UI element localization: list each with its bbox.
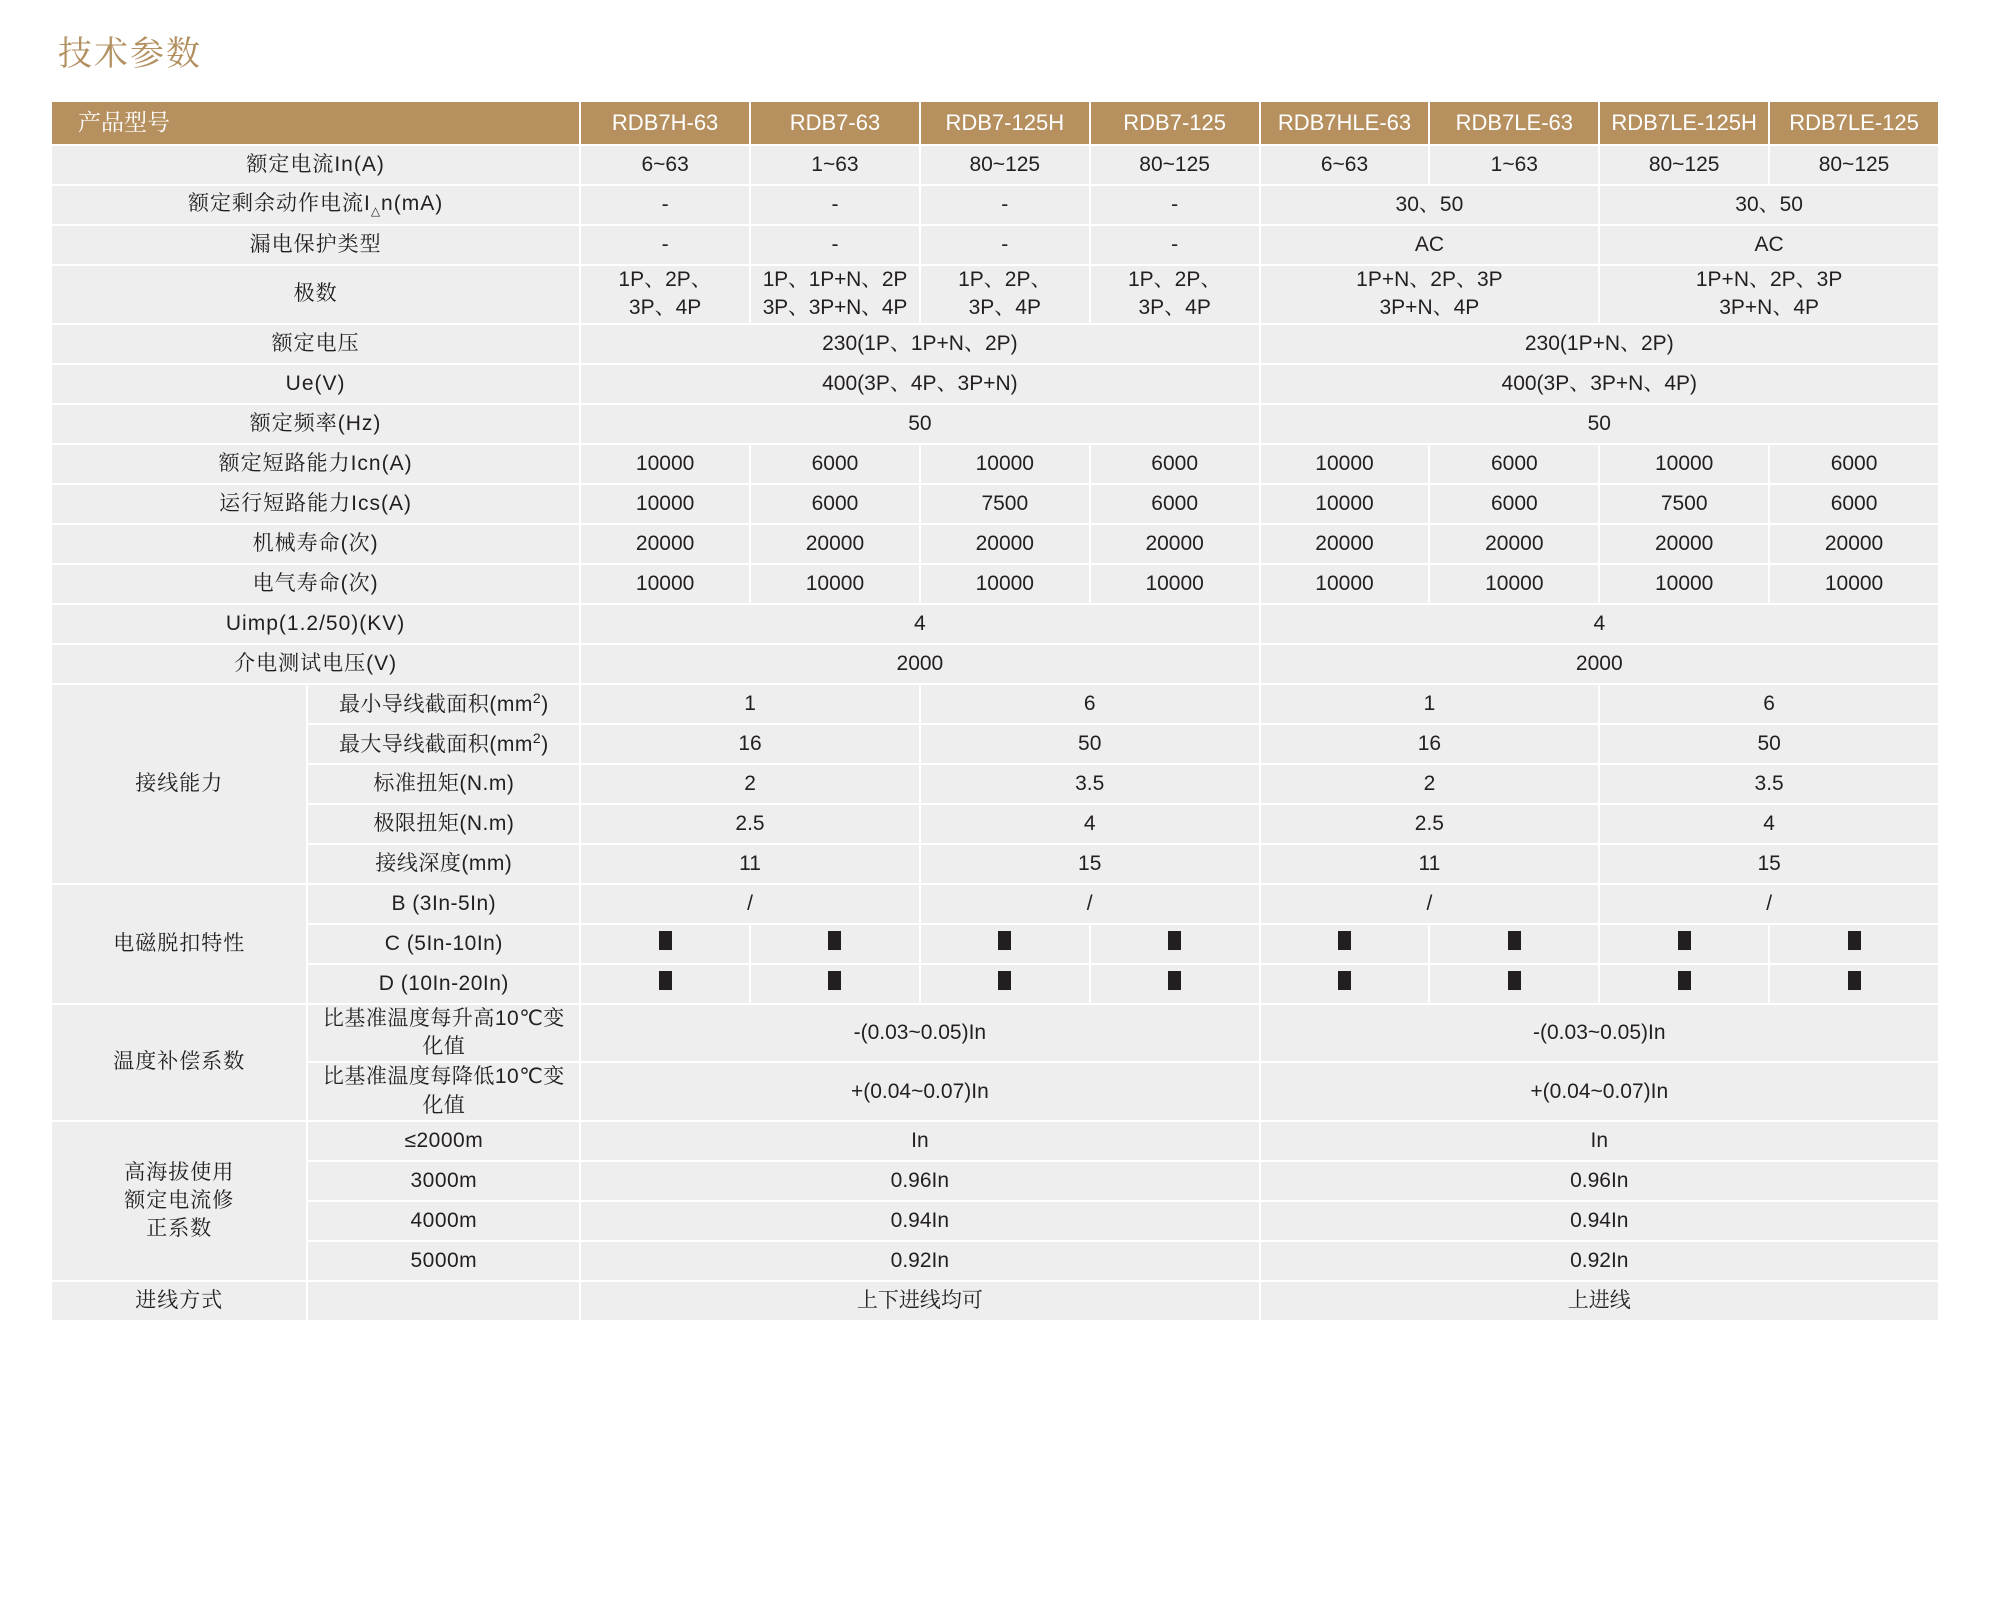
header-model-0: RDB7H-63 bbox=[581, 102, 749, 144]
table-row-elec-life bbox=[52, 565, 1938, 603]
cell-elec-life-2: 10000 bbox=[921, 565, 1089, 603]
cell-elec-life-6: 10000 bbox=[1600, 565, 1768, 603]
table-header-row bbox=[52, 102, 1938, 144]
cell-dielectric-1: 2000 bbox=[1261, 645, 1938, 683]
sub-label-altitude-2: 4000m bbox=[308, 1202, 579, 1240]
sub-label-temp-comp-0: 比基准温度每升高10℃变化值 bbox=[308, 1005, 579, 1062]
cell-wiring-0-0: 1 bbox=[581, 685, 919, 723]
cell-residual-current-3: - bbox=[1091, 186, 1259, 224]
cell-trip-d-4 bbox=[1261, 965, 1429, 1003]
cell-residual-current-0: - bbox=[581, 186, 749, 224]
row-label-residual-current bbox=[52, 186, 579, 224]
header-product-model: 产品型号 bbox=[52, 102, 579, 144]
cell-ics-7: 6000 bbox=[1770, 485, 1938, 523]
cell-elec-life-5: 10000 bbox=[1430, 565, 1598, 603]
row-label-rated-current: 额定电流In(A) bbox=[52, 146, 579, 184]
filled-square-icon bbox=[1508, 971, 1521, 990]
cell-ics-1: 6000 bbox=[751, 485, 919, 523]
table-row-trip-c bbox=[52, 925, 1938, 963]
cell-trip-d-0 bbox=[581, 965, 749, 1003]
cell-mech-life-7: 20000 bbox=[1770, 525, 1938, 563]
cell-trip-b-1: / bbox=[921, 885, 1259, 923]
cell-wiring-4-1: 15 bbox=[921, 845, 1259, 883]
cell-altitude-0-1: In bbox=[1261, 1122, 1938, 1160]
sub-label-trip-c: C (5In-10In) bbox=[308, 925, 579, 963]
cell-trip-d-5 bbox=[1430, 965, 1598, 1003]
table-row-incoming bbox=[52, 1282, 1938, 1320]
group-label-temp-comp: 温度补偿系数 bbox=[52, 1005, 306, 1120]
group-label-trip-curve: 电磁脱扣特性 bbox=[52, 885, 306, 1003]
cell-leakage-type-3: - bbox=[1091, 226, 1259, 264]
filled-square-icon bbox=[998, 971, 1011, 990]
table-row-rated-frequency bbox=[52, 405, 1938, 443]
table-row-altitude-1 bbox=[52, 1162, 1938, 1200]
cell-altitude-2-0: 0.94In bbox=[581, 1202, 1258, 1240]
cell-icn-6: 10000 bbox=[1600, 445, 1768, 483]
cell-rated-current-3: 80~125 bbox=[1091, 146, 1259, 184]
cell-leakage-type-5: AC bbox=[1600, 226, 1938, 264]
cell-wiring-2-3: 3.5 bbox=[1600, 765, 1938, 803]
sub-label-wiring-3: 极限扭矩(N.m) bbox=[308, 805, 579, 843]
cell-poles-1: 1P、1P+N、2P 3P、3P+N、4P bbox=[751, 266, 919, 323]
row-label-incoming: 进线方式 bbox=[52, 1282, 306, 1320]
cell-trip-c-3 bbox=[1091, 925, 1259, 963]
table-row-wiring-3 bbox=[52, 805, 1938, 843]
cell-trip-c-6 bbox=[1600, 925, 1768, 963]
table-row-temp-comp-0 bbox=[52, 1005, 1938, 1062]
cell-altitude-3-1: 0.92In bbox=[1261, 1242, 1938, 1280]
table-row-altitude-2 bbox=[52, 1202, 1938, 1240]
cell-altitude-1-0: 0.96In bbox=[581, 1162, 1258, 1200]
table-row-wiring-4 bbox=[52, 845, 1938, 883]
row-label-elec-life: 电气寿命(次) bbox=[52, 565, 579, 603]
cell-mech-life-0: 20000 bbox=[581, 525, 749, 563]
table-row-ics bbox=[52, 485, 1938, 523]
cell-rated-current-2: 80~125 bbox=[921, 146, 1089, 184]
cell-rated-voltage-1-0: 230(1P、1P+N、2P) bbox=[581, 325, 1258, 363]
filled-square-icon bbox=[828, 971, 841, 990]
row-label-icn: 额定短路能力Icn(A) bbox=[52, 445, 579, 483]
table-row-rated-voltage-2 bbox=[52, 365, 1938, 403]
cell-wiring-1-2: 16 bbox=[1261, 725, 1599, 763]
technical-parameters-table bbox=[50, 100, 1940, 1322]
header-model-1: RDB7-63 bbox=[751, 102, 919, 144]
cell-wiring-3-1: 4 bbox=[921, 805, 1259, 843]
cell-ics-2: 7500 bbox=[921, 485, 1089, 523]
cell-ics-3: 6000 bbox=[1091, 485, 1259, 523]
cell-rated-voltage-2-1: 400(3P、3P+N、4P) bbox=[1261, 365, 1938, 403]
filled-square-icon bbox=[1168, 931, 1181, 950]
cell-rated-voltage-1-1: 230(1P+N、2P) bbox=[1261, 325, 1938, 363]
wiring-1-post: ) bbox=[541, 732, 549, 756]
table-row-poles bbox=[52, 266, 1938, 323]
cell-trip-d-3 bbox=[1091, 965, 1259, 1003]
filled-square-icon bbox=[659, 931, 672, 950]
cell-wiring-0-2: 1 bbox=[1261, 685, 1599, 723]
filled-square-icon bbox=[1678, 931, 1691, 950]
cell-elec-life-4: 10000 bbox=[1261, 565, 1429, 603]
filled-square-icon bbox=[1168, 971, 1181, 990]
cell-trip-b-3: / bbox=[1600, 885, 1938, 923]
cell-rated-current-0: 6~63 bbox=[581, 146, 749, 184]
cell-icn-4: 10000 bbox=[1261, 445, 1429, 483]
table-row-temp-comp-1 bbox=[52, 1063, 1938, 1120]
table-row-trip-b bbox=[52, 885, 1938, 923]
cell-temp-comp-1-1: +(0.04~0.07)In bbox=[1261, 1063, 1938, 1120]
cell-icn-7: 6000 bbox=[1770, 445, 1938, 483]
cell-temp-comp-1-0: +(0.04~0.07)In bbox=[581, 1063, 1258, 1120]
cell-elec-life-1: 10000 bbox=[751, 565, 919, 603]
cell-wiring-2-0: 2 bbox=[581, 765, 919, 803]
cell-rated-current-1: 1~63 bbox=[751, 146, 919, 184]
cell-residual-current-4: 30、50 bbox=[1261, 186, 1599, 224]
cell-incoming-0: 上下进线均可 bbox=[581, 1282, 1258, 1320]
cell-incoming-spacer bbox=[308, 1282, 579, 1320]
cell-mech-life-2: 20000 bbox=[921, 525, 1089, 563]
cell-trip-d-2 bbox=[921, 965, 1089, 1003]
cell-trip-b-0: / bbox=[581, 885, 919, 923]
cell-trip-b-2: / bbox=[1261, 885, 1599, 923]
header-model-5: RDB7LE-63 bbox=[1430, 102, 1598, 144]
cell-wiring-2-2: 2 bbox=[1261, 765, 1599, 803]
row-label-leakage-type: 漏电保护类型 bbox=[52, 226, 579, 264]
cell-trip-d-1 bbox=[751, 965, 919, 1003]
cell-icn-2: 10000 bbox=[921, 445, 1089, 483]
row-label-rated-voltage-line2: Ue(V) bbox=[52, 365, 579, 403]
table-row-rated-voltage-1 bbox=[52, 325, 1938, 363]
cell-elec-life-3: 10000 bbox=[1091, 565, 1259, 603]
row-label-rated-voltage-line1: 额定电压 bbox=[52, 325, 579, 363]
filled-square-icon bbox=[1848, 971, 1861, 990]
cell-incoming-1: 上进线 bbox=[1261, 1282, 1938, 1320]
cell-poles-4: 1P+N、2P、3P 3P+N、4P bbox=[1261, 266, 1599, 323]
residual-label-post: n(mA) bbox=[381, 192, 444, 216]
sub-label-temp-comp-1: 比基准温度每降低10℃变化值 bbox=[308, 1063, 579, 1120]
filled-square-icon bbox=[1338, 931, 1351, 950]
row-label-mech-life: 机械寿命(次) bbox=[52, 525, 579, 563]
cell-trip-c-5 bbox=[1430, 925, 1598, 963]
cell-ics-6: 7500 bbox=[1600, 485, 1768, 523]
cell-rated-frequency-1: 50 bbox=[1261, 405, 1938, 443]
table-row-residual-current bbox=[52, 186, 1938, 224]
filled-square-icon bbox=[1678, 971, 1691, 990]
cell-ics-5: 6000 bbox=[1430, 485, 1598, 523]
altitude-label-line-2: 正系数 bbox=[146, 1217, 213, 1241]
header-model-7: RDB7LE-125 bbox=[1770, 102, 1938, 144]
cell-altitude-1-1: 0.96In bbox=[1261, 1162, 1938, 1200]
header-model-6: RDB7LE-125H bbox=[1600, 102, 1768, 144]
wiring-1-sup: 2 bbox=[532, 729, 542, 746]
cell-dielectric-0: 2000 bbox=[581, 645, 1258, 683]
filled-square-icon bbox=[828, 931, 841, 950]
cell-rated-current-5: 1~63 bbox=[1430, 146, 1598, 184]
cell-wiring-3-0: 2.5 bbox=[581, 805, 919, 843]
cell-uimp-0: 4 bbox=[581, 605, 1258, 643]
cell-poles-2: 1P、2P、 3P、4P bbox=[921, 266, 1089, 323]
cell-mech-life-5: 20000 bbox=[1430, 525, 1598, 563]
table-row-altitude-0 bbox=[52, 1122, 1938, 1160]
cell-temp-comp-0-1: -(0.03~0.05)In bbox=[1261, 1005, 1938, 1062]
row-label-dielectric: 介电测试电压(V) bbox=[52, 645, 579, 683]
sub-label-wiring-2: 标准扭矩(N.m) bbox=[308, 765, 579, 803]
sub-label-trip-d: D (10In-20In) bbox=[308, 965, 579, 1003]
filled-square-icon bbox=[659, 971, 672, 990]
row-label-rated-frequency: 额定频率(Hz) bbox=[52, 405, 579, 443]
cell-temp-comp-0-0: -(0.03~0.05)In bbox=[581, 1005, 1258, 1062]
table-row-wiring-1 bbox=[52, 725, 1938, 763]
cell-rated-current-6: 80~125 bbox=[1600, 146, 1768, 184]
wiring-0-post: ) bbox=[541, 692, 549, 716]
cell-wiring-3-2: 2.5 bbox=[1261, 805, 1599, 843]
cell-wiring-1-3: 50 bbox=[1600, 725, 1938, 763]
cell-leakage-type-1: - bbox=[751, 226, 919, 264]
cell-poles-5: 1P+N、2P、3P 3P+N、4P bbox=[1600, 266, 1938, 323]
table-row-rated-current bbox=[52, 146, 1938, 184]
wiring-1-pre: 最大导线截面积(mm bbox=[338, 732, 533, 756]
cell-elec-life-7: 10000 bbox=[1770, 565, 1938, 603]
cell-mech-life-1: 20000 bbox=[751, 525, 919, 563]
table-row-icn bbox=[52, 445, 1938, 483]
table-row-mech-life bbox=[52, 525, 1938, 563]
sub-label-wiring-1 bbox=[308, 725, 579, 763]
header-model-2: RDB7-125H bbox=[921, 102, 1089, 144]
header-model-3: RDB7-125 bbox=[1091, 102, 1259, 144]
wiring-0-pre: 最小导线截面积(mm bbox=[338, 692, 533, 716]
group-label-wiring: 接线能力 bbox=[52, 685, 306, 883]
row-label-poles: 极数 bbox=[52, 266, 579, 323]
cell-altitude-0-0: In bbox=[581, 1122, 1258, 1160]
header-model-4: RDB7HLE-63 bbox=[1261, 102, 1429, 144]
sub-label-altitude-0: ≤2000m bbox=[308, 1122, 579, 1160]
row-label-uimp: Uimp(1.2/50)(KV) bbox=[52, 605, 579, 643]
cell-trip-d-7 bbox=[1770, 965, 1938, 1003]
cell-uimp-1: 4 bbox=[1261, 605, 1938, 643]
cell-ics-4: 10000 bbox=[1261, 485, 1429, 523]
cell-rated-voltage-2-0: 400(3P、4P、3P+N) bbox=[581, 365, 1258, 403]
cell-icn-1: 6000 bbox=[751, 445, 919, 483]
cell-poles-0: 1P、2P、 3P、4P bbox=[581, 266, 749, 323]
cell-wiring-4-3: 15 bbox=[1600, 845, 1938, 883]
filled-square-icon bbox=[1508, 931, 1521, 950]
cell-wiring-4-2: 11 bbox=[1261, 845, 1599, 883]
table-row-wiring-2 bbox=[52, 765, 1938, 803]
cell-ics-0: 10000 bbox=[581, 485, 749, 523]
cell-leakage-type-4: AC bbox=[1261, 226, 1599, 264]
cell-mech-life-4: 20000 bbox=[1261, 525, 1429, 563]
filled-square-icon bbox=[998, 931, 1011, 950]
cell-leakage-type-0: - bbox=[581, 226, 749, 264]
cell-trip-c-4 bbox=[1261, 925, 1429, 963]
filled-square-icon bbox=[1848, 931, 1861, 950]
cell-elec-life-0: 10000 bbox=[581, 565, 749, 603]
row-label-ics: 运行短路能力Ics(A) bbox=[52, 485, 579, 523]
cell-icn-3: 6000 bbox=[1091, 445, 1259, 483]
cell-poles-3: 1P、2P、 3P、4P bbox=[1091, 266, 1259, 323]
altitude-label-line-0: 高海拔使用 bbox=[124, 1160, 235, 1184]
table-row-leakage-type bbox=[52, 226, 1938, 264]
cell-trip-d-6 bbox=[1600, 965, 1768, 1003]
cell-residual-current-1: - bbox=[751, 186, 919, 224]
cell-mech-life-6: 20000 bbox=[1600, 525, 1768, 563]
cell-wiring-1-0: 16 bbox=[581, 725, 919, 763]
sub-label-trip-b: B (3In-5In) bbox=[308, 885, 579, 923]
cell-residual-current-2: - bbox=[921, 186, 1089, 224]
sub-label-wiring-4: 接线深度(mm) bbox=[308, 845, 579, 883]
residual-label-pre: 额定剩余动作电流I bbox=[187, 192, 371, 216]
cell-mech-life-3: 20000 bbox=[1091, 525, 1259, 563]
filled-square-icon bbox=[1338, 971, 1351, 990]
table-row-dielectric bbox=[52, 645, 1938, 683]
wiring-0-sup: 2 bbox=[532, 689, 542, 706]
table-row-wiring-0 bbox=[52, 685, 1938, 723]
table-row-trip-d bbox=[52, 965, 1938, 1003]
cell-altitude-2-1: 0.94In bbox=[1261, 1202, 1938, 1240]
cell-icn-0: 10000 bbox=[581, 445, 749, 483]
residual-label-sub: △ bbox=[370, 204, 382, 219]
sub-label-wiring-0 bbox=[308, 685, 579, 723]
cell-wiring-1-1: 50 bbox=[921, 725, 1259, 763]
cell-rated-frequency-0: 50 bbox=[581, 405, 1258, 443]
cell-wiring-0-3: 6 bbox=[1600, 685, 1938, 723]
cell-wiring-4-0: 11 bbox=[581, 845, 919, 883]
sub-label-altitude-3: 5000m bbox=[308, 1242, 579, 1280]
altitude-label-line-1: 额定电流修 bbox=[124, 1188, 235, 1212]
cell-wiring-0-1: 6 bbox=[921, 685, 1259, 723]
cell-wiring-2-1: 3.5 bbox=[921, 765, 1259, 803]
cell-rated-current-7: 80~125 bbox=[1770, 146, 1938, 184]
cell-trip-c-0 bbox=[581, 925, 749, 963]
table-row-uimp bbox=[52, 605, 1938, 643]
cell-trip-c-2 bbox=[921, 925, 1089, 963]
cell-leakage-type-2: - bbox=[921, 226, 1089, 264]
cell-residual-current-5: 30、50 bbox=[1600, 186, 1938, 224]
table-row-altitude-3 bbox=[52, 1242, 1938, 1280]
sub-label-altitude-1: 3000m bbox=[308, 1162, 579, 1200]
cell-trip-c-1 bbox=[751, 925, 919, 963]
page-title: 技术参数 bbox=[58, 35, 202, 73]
group-label-altitude bbox=[52, 1122, 306, 1280]
cell-rated-current-4: 6~63 bbox=[1261, 146, 1429, 184]
cell-trip-c-7 bbox=[1770, 925, 1938, 963]
cell-altitude-3-0: 0.92In bbox=[581, 1242, 1258, 1280]
cell-icn-5: 6000 bbox=[1430, 445, 1598, 483]
cell-wiring-3-3: 4 bbox=[1600, 805, 1938, 843]
